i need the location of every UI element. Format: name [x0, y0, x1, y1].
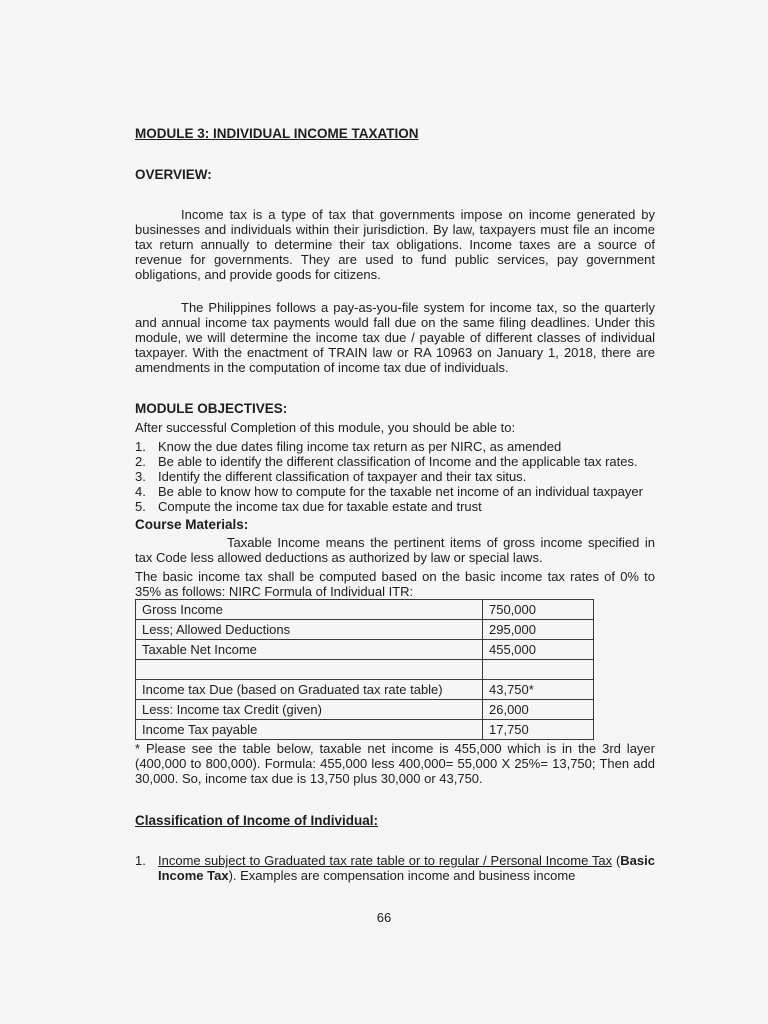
objectives-list — [135, 439, 655, 514]
table-row: Taxable Net Income 455,000 — [136, 640, 594, 660]
itr-formula-table — [135, 599, 594, 740]
list-item: 3. Identify the different classification of taxpayer and their tax situs. — [135, 469, 527, 484]
list-item: 5. Compute the income tax due for taxable estate and trust — [135, 499, 482, 514]
table-row — [136, 660, 594, 680]
list-item: 1. Income subject to Graduated tax rate table or to regular / Personal Income Tax (Basic Income Tax). Examples are compensation income and business income — [135, 853, 655, 883]
classification-heading: Classification of Income of Individual: — [135, 813, 379, 828]
classification-list — [135, 853, 655, 883]
table-row: Less: Income tax Credit (given) 26,000 — [136, 700, 594, 720]
overview-heading: OVERVIEW: — [135, 167, 212, 182]
table-row: Income tax Due (based on Graduated tax rate table) 43,750* — [136, 680, 594, 700]
classification-item-title: Income subject to Graduated tax rate table or to regular / Personal Income Tax — [158, 853, 613, 868]
list-item: 1. Know the due dates filing income tax return as per NIRC, as amended — [135, 439, 562, 454]
table-row: Less; Allowed Deductions 295,000 — [136, 620, 594, 640]
basic-tax-paragraph: The basic income tax shall be computed based on the basic income tax rates of 0% to 35% as follows: NIRC Formula of Individual ITR: — [135, 569, 655, 599]
course-materials-heading: Course Materials: — [135, 517, 249, 532]
table-row: Income Tax payable 17,750 — [136, 720, 594, 740]
list-item: 4. Be able to know how to compute for the taxable net income of an individual taxpayer — [135, 484, 643, 499]
table-row: Gross Income 750,000 — [136, 600, 594, 620]
taxable-income-paragraph: Taxable Income means the pertinent items of gross income specified in tax Code less allowed deductions as authorized by law or special laws. — [135, 535, 655, 565]
objectives-intro: After successful Completion of this module, you should be able to: — [135, 420, 516, 435]
module-title: MODULE 3: INDIVIDUAL INCOME TAXATION — [135, 126, 419, 141]
overview-paragraph-2: The Philippines follows a pay-as-you-file system for income tax, so the quarterly and annual income tax payments would fall due on the same filing deadlines. Under this module, we will determine the income tax due / payable of different classes of individual taxpayer. With the enactment of TRAIN law or RA 10963 on January 1, 2018, there are amendments in the computation of income tax due of individuals. — [135, 300, 655, 375]
basic-income-tax-label: Basic Income Tax — [158, 853, 655, 883]
objectives-heading: MODULE OBJECTIVES: — [135, 401, 288, 416]
overview-paragraph-1: Income tax is a type of tax that governments impose on income generated by businesses and individuals within their jurisdiction. By law, taxpayers must file an income tax return annually to determine their tax obligations. Income taxes are a source of revenue for governments. They are used to fund public services, pay government obligations, and provide goods for citizens. — [135, 207, 655, 282]
page-content — [135, 126, 655, 883]
page-number: 66 — [376, 910, 392, 925]
table-footnote: * Please see the table below, taxable net income is 455,000 which is in the 3rd layer (400,000 to 800,000). Formula: 455,000 less 400,000= 55,000 X 25%= 13,750; Then add 30,000. So, income tax due is 13,750 plus 30,000 or 43,750. — [135, 741, 655, 786]
list-item: 2. Be able to identify the different classification of Income and the applicable tax rates. — [135, 454, 638, 469]
